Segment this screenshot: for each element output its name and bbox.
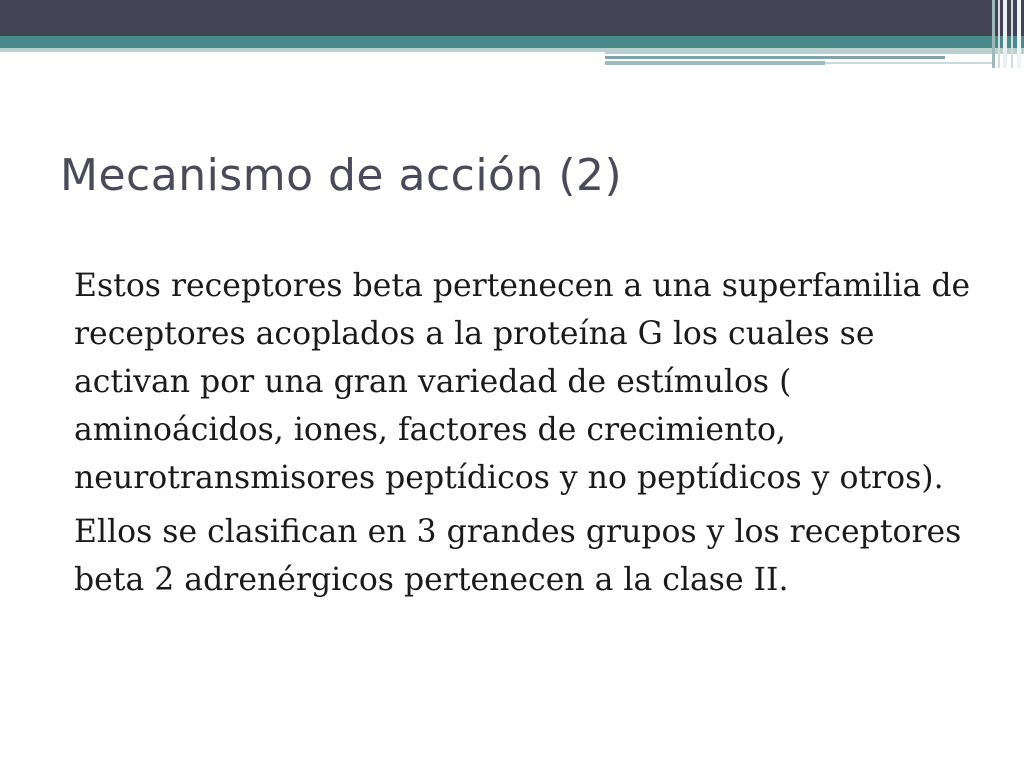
slide-title: Mecanismo de acción (2) xyxy=(60,150,623,201)
header-stripe xyxy=(1003,0,1007,68)
header-band-teal xyxy=(0,36,1024,48)
header-accent-line xyxy=(605,56,945,59)
header-stripe xyxy=(992,0,995,68)
header-stripe xyxy=(1011,0,1013,68)
body-paragraph: Ellos se clasifican en 3 grandes grupos y los receptores beta 2 adrenérgicos pertenecen a la clase II. xyxy=(74,514,962,598)
header-band-cutout xyxy=(0,52,605,68)
header-accent-line xyxy=(605,61,825,65)
header-stripe xyxy=(998,0,1000,68)
header-stripe xyxy=(1017,0,1021,68)
body-paragraph: Estos receptores beta pertenecen a una superfamilia de receptores acoplados a la proteína G los cuales se activan por una gran variedad de estímulos ( aminoácidos, iones, factores de crecimiento, neurotransmisores peptídicos y no peptídicos y otros). xyxy=(74,268,971,496)
header-band-dark xyxy=(0,0,1024,36)
slide-body xyxy=(74,262,974,610)
header-accent-line xyxy=(825,62,995,64)
